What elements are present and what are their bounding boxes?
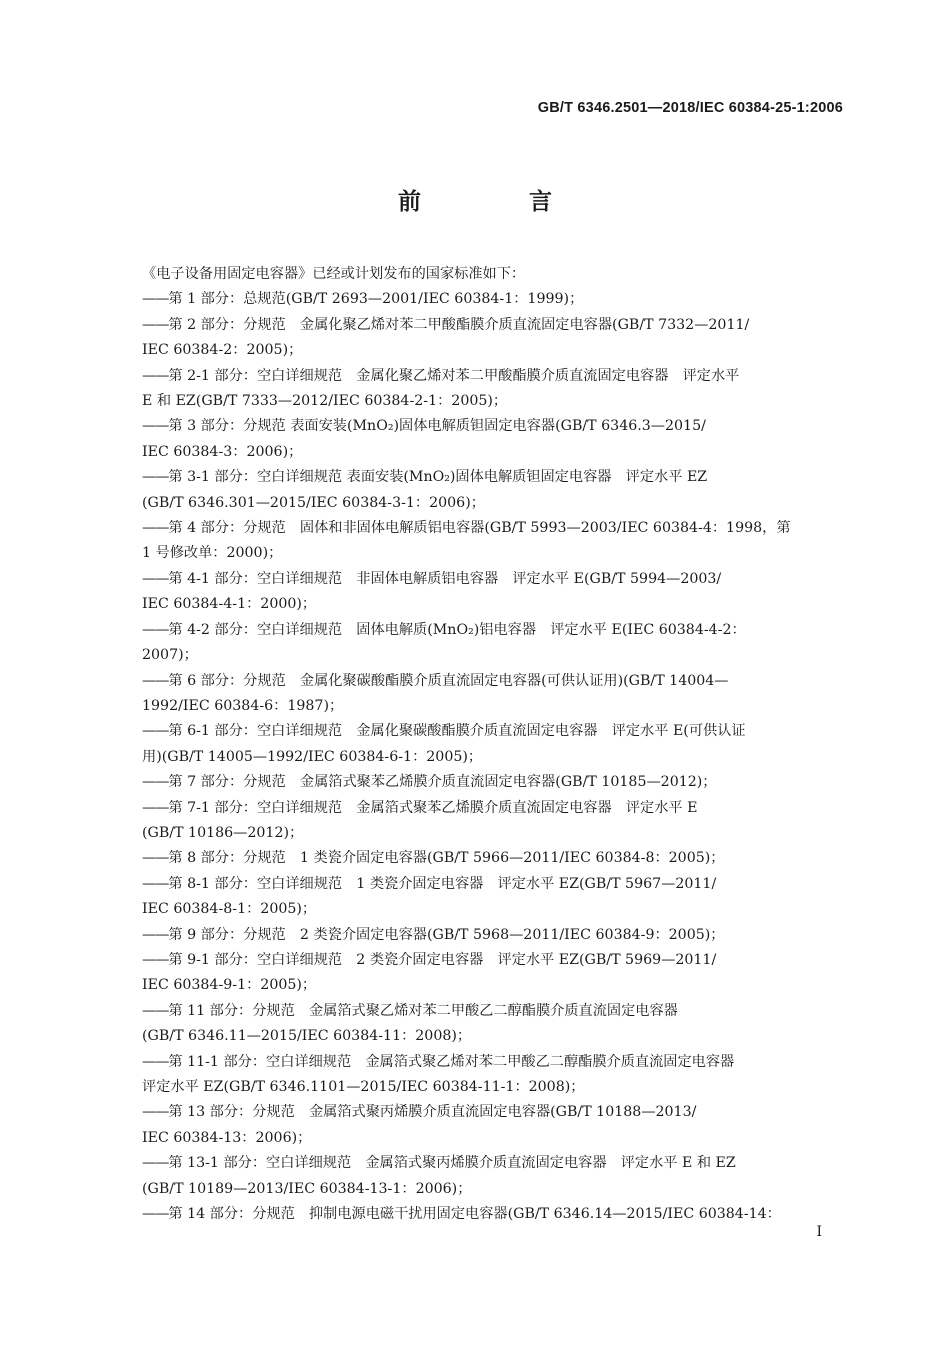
list-item (142, 364, 844, 415)
list-item-continuation: IEC 60384-4-1：2000)； (142, 596, 317, 613)
list-item-dash: —— (142, 1104, 169, 1121)
list-item (142, 567, 844, 618)
list-item-text: 第 11 部分：分规范 金属箔式聚乙烯对苯二甲酸乙二醇酯膜介质直流固定电容器 (168, 1002, 678, 1019)
list-item-dash: —— (142, 1155, 169, 1172)
list-item (142, 846, 844, 871)
preface-body (142, 262, 844, 1227)
list-item-dash: —— (142, 316, 169, 333)
list-item-text: 第 13-1 部分：空白详细规范 金属箔式聚丙烯膜介质直流固定电容器 评定水平 E 和 EZ (168, 1155, 736, 1172)
list-item-text: 第 4-1 部分：空白详细规范 非固体电解质铝电容器 评定水平 E(GB/T 5994—2003/ (168, 570, 722, 587)
list-item-dash: —— (142, 570, 169, 587)
list-item-dash: —— (142, 799, 169, 816)
list-item-dash: —— (142, 926, 169, 943)
list-item-dash: —— (142, 1206, 169, 1223)
list-item-dash: —— (142, 367, 169, 384)
list-item-text: 第 4-2 部分：空白详细规范 固体电解质(MnO₂)铝电容器 评定水平 E(IEC 60384-4-2： (168, 621, 746, 638)
list-item-text: 第 8 部分：分规范 1 类瓷介固定电容器(GB/T 5966—2011/IEC 60384-8：2005)； (168, 850, 725, 867)
list-item-text: 第 2-1 部分：空白详细规范 金属化聚乙烯对苯二甲酸酯膜介质直流固定电容器 评定水平 (168, 367, 740, 384)
list-item (142, 516, 844, 567)
list-item-continuation: IEC 60384-8-1：2005)； (142, 901, 317, 918)
list-item-text: 第 2 部分：分规范 金属化聚乙烯对苯二甲酸酯膜介质直流固定电容器(GB/T 7332—2011/ (168, 316, 750, 333)
list-item-text: 第 1 部分：总规范(GB/T 2693—2001/IEC 60384-1：1999)； (168, 291, 584, 308)
list-item-dash: —— (142, 951, 169, 968)
list-item-continuation: 1 号修改单：2000)； (142, 545, 283, 562)
list-item-continuation: 用)(GB/T 14005—1992/IEC 60384-6-1：2005)； (142, 748, 483, 765)
list-item-text: 第 14 部分：分规范 抑制电源电磁干扰用固定电容器(GB/T 6346.14—2015/IEC 60384-14： (168, 1206, 781, 1223)
page-number: I (816, 1224, 822, 1240)
list-item (142, 1151, 844, 1202)
list-item-continuation: 评定水平 EZ(GB/T 6346.1101—2015/IEC 60384-11-1：2008)； (142, 1079, 585, 1095)
list-item (142, 465, 844, 516)
list-item-text: 第 11-1 部分：空白详细规范 金属箔式聚乙烯对苯二甲酸乙二醇酯膜介质直流固定电容器 (168, 1053, 735, 1070)
list-item-continuation: 1992/IEC 60384-6：1987)； (142, 697, 344, 714)
list-item-continuation: (GB/T 10186—2012)； (142, 824, 304, 841)
list-item (142, 313, 844, 364)
list-item (142, 923, 844, 948)
list-item (142, 1050, 844, 1101)
list-item-text: 第 9 部分：分规范 2 类瓷介固定电容器(GB/T 5968—2011/IEC 60384-9：2005)； (168, 926, 725, 943)
list-item-continuation: IEC 60384-13：2006)； (142, 1129, 312, 1146)
list-item-dash: —— (142, 520, 169, 537)
list-item-continuation: 2007)； (142, 647, 198, 664)
list-item-text: 第 4 部分：分规范 固体和非固体电解质铝电容器(GB/T 5993—2003/IEC 60384-4：1998，第 (168, 520, 791, 537)
list-item-text: 第 9-1 部分：空白详细规范 2 类瓷介固定电容器 评定水平 EZ(GB/T 5969—2011/ (168, 951, 717, 968)
list-item (142, 1100, 844, 1151)
list-item-dash: —— (142, 723, 169, 740)
list-item (142, 719, 844, 770)
list-item-continuation: (GB/T 10189—2013/IEC 60384-13-1：2006)； (142, 1180, 472, 1197)
list-item-continuation: IEC 60384-3：2006)； (142, 443, 303, 460)
list-item (142, 414, 844, 465)
list-item (142, 669, 844, 720)
list-item-continuation: (GB/T 6346.11—2015/IEC 60384-11：2008)； (142, 1028, 472, 1045)
list-item-dash: —— (142, 850, 169, 867)
list-item-text: 第 13 部分：分规范 金属箔式聚丙烯膜介质直流固定电容器(GB/T 10188—2013/ (168, 1104, 697, 1121)
list-item-dash: —— (142, 875, 169, 892)
list-item-continuation: E 和 EZ(GB/T 7333—2012/IEC 60384-2-1：2005)； (142, 393, 508, 410)
list-item (142, 872, 844, 923)
list-item-dash: —— (142, 672, 169, 689)
list-item (142, 1202, 844, 1227)
list-item (142, 948, 844, 999)
list-item-continuation: (GB/T 6346.301—2015/IEC 60384-3-1：2006)； (142, 494, 485, 511)
list-item-dash: —— (142, 621, 169, 638)
list-item (142, 287, 844, 312)
list-item-text: 第 6-1 部分：空白详细规范 金属化聚碳酸酯膜介质直流固定电容器 评定水平 E(可供认证 (168, 723, 746, 740)
part-list (142, 287, 844, 1227)
list-item-text: 第 3 部分：分规范 表面安装(MnO₂)固体电解质钽固定电容器(GB/T 6346.3—2015/ (168, 418, 706, 435)
list-item-dash: —— (142, 469, 169, 486)
list-item-text: 第 3-1 部分：空白详细规范 表面安装(MnO₂)固体电解质钽固定电容器 评定水平 EZ (168, 469, 708, 486)
list-item-continuation: IEC 60384-2：2005)； (142, 342, 303, 359)
standard-code-header: GB/T 6346.2501—2018/IEC 60384-25-1:2006 (537, 100, 843, 116)
list-item (142, 770, 844, 795)
page-title: 前 言 (397, 189, 602, 215)
list-item-dash: —— (142, 291, 169, 308)
list-item-text: 第 6 部分：分规范 金属化聚碳酸酯膜介质直流固定电容器(可供认证用)(GB/T 14004— (168, 672, 729, 689)
list-item-text: 第 7 部分：分规范 金属箔式聚苯乙烯膜介质直流固定电容器(GB/T 10185—2012)； (168, 774, 717, 791)
list-item-dash: —— (142, 1053, 169, 1070)
intro-paragraph: 《电子设备用固定电容器》已经或计划发布的国家标准如下： (142, 266, 526, 282)
list-item-dash: —— (142, 1002, 169, 1019)
list-item (142, 999, 844, 1050)
list-item-text: 第 8-1 部分：空白详细规范 1 类瓷介固定电容器 评定水平 EZ(GB/T 5967—2011/ (168, 875, 717, 892)
list-item-dash: —— (142, 774, 169, 791)
list-item (142, 618, 844, 669)
list-item-dash: —— (142, 418, 169, 435)
list-item-continuation: IEC 60384-9-1：2005)； (142, 977, 317, 994)
list-item (142, 796, 844, 847)
list-item-text: 第 7-1 部分：空白详细规范 金属箔式聚苯乙烯膜介质直流固定电容器 评定水平 E (168, 799, 698, 816)
